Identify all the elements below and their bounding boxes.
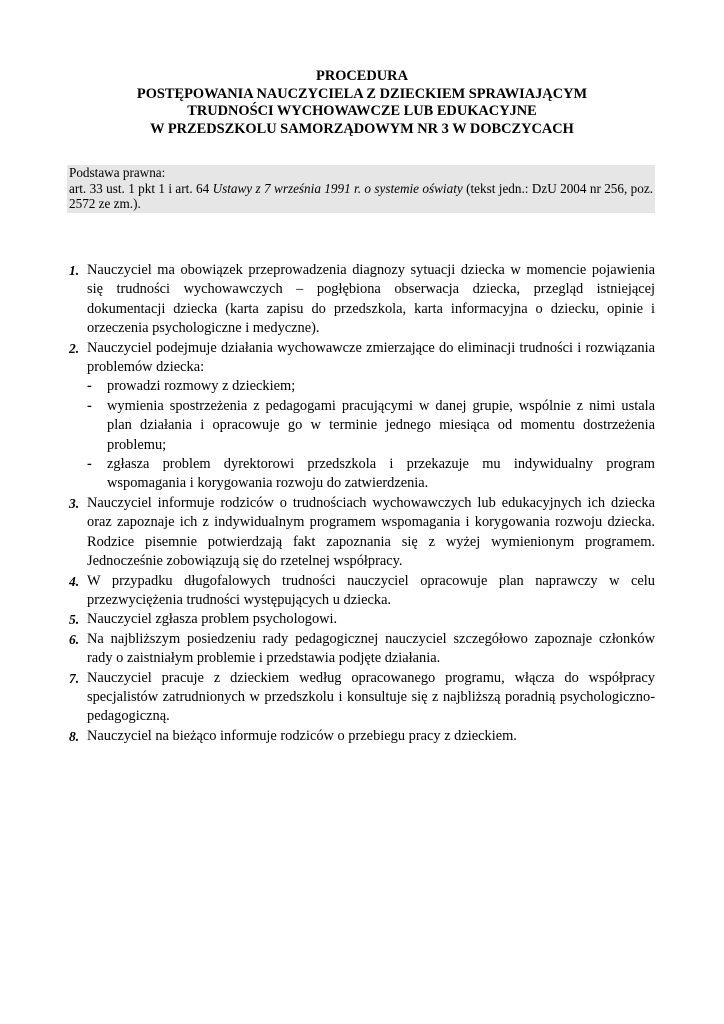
- title-line: POSTĘPOWANIA NAUCZYCIELA Z DZIECKIEM SPRAWIAJĄCYM: [136, 85, 588, 102]
- item-number: 2.: [69, 340, 80, 356]
- item-text: Nauczyciel pracuje z dzieckiem według opracowanego programu, włącza do współpracy specjalistów zatrudnionych w przedszkolu i konsultuje się z najbliższą poradnią psychologiczno-pedagogiczną.: [87, 669, 655, 725]
- sub-item: [87, 455, 655, 494]
- item-text: Nauczyciel na bieżąco informuje rodziców o przebiegu pracy z dzieckiem.: [87, 727, 517, 744]
- list-item: [67, 339, 655, 494]
- item-number: 6.: [69, 631, 80, 647]
- item-number: 3.: [69, 495, 80, 511]
- item-number: 5.: [69, 612, 80, 628]
- item-number: 7.: [69, 670, 80, 686]
- sub-item-text: zgłasza problem dyrektorowi przedszkola i przekazuje mu indywidualny program wspomagania i korygowania rozwoju do zatwierdzenia.: [107, 456, 655, 492]
- list-item: [67, 261, 655, 339]
- item-text: Nauczyciel podejmuje działania wychowawcze zmierzające do eliminacji trudności i rozwiązania problemów dziecka:: [87, 339, 655, 376]
- sub-item: [87, 397, 655, 455]
- sub-item-text: wymienia spostrzeżenia z pedagogami pracującymi w danej grupie, wspólnie z nimi ustala plan działania i opracowuje go w terminie jednego miesiąca od momentu dostrzeżenia problemu;: [107, 397, 655, 453]
- item-text: Na najbliższym posiedzeniu rady pedagogicznej nauczyciel szczegółowo zapoznaje członków rady o zaistniałym problemie i przedstawia podjęte działania.: [87, 630, 655, 667]
- legal-basis-text-before: art. 33 ust. 1 pkt 1 i art. 64: [69, 180, 213, 196]
- list-item: [67, 669, 655, 727]
- legal-basis-act-title: Ustawy z 7 września 1991 r. o systemie oświaty: [212, 180, 463, 196]
- dash-bullet: -: [87, 456, 92, 473]
- procedure-list: [67, 261, 655, 746]
- item-text: Nauczyciel ma obowiązek przeprowadzenia diagnozy sytuacji dziecka w momencie pojawienia się trudności wychowawczych – pogłębiona obserwacja dziecka, przegląd istniejącej dokumentacji dziecka (karta zapisu do przedszkola, karta informacyjna o dziecku, opinie i orzeczenia psychologiczne i medyczne).: [87, 262, 655, 337]
- item-number: 4.: [69, 573, 80, 589]
- list-item: [67, 494, 655, 572]
- dash-bullet: -: [87, 378, 92, 395]
- sub-item-text: prowadzi rozmowy z dzieckiem;: [107, 378, 296, 395]
- legal-basis-label: Podstawa prawna:: [69, 165, 166, 180]
- list-item: [67, 727, 655, 746]
- dash-bullet: -: [87, 397, 92, 414]
- legal-basis-box: [67, 165, 655, 213]
- title-line: W PRZEDSZKOLU SAMORZĄDOWYM NR 3 W DOBCZYCACH: [150, 120, 574, 137]
- legal-basis-text-after: (tekst jedn.: DzU 2004 nr 256, poz. 2572 ze zm.).: [69, 180, 654, 212]
- list-item: [67, 572, 655, 611]
- item-number: 1.: [69, 263, 80, 278]
- title-line: TRUDNOŚCI WYCHOWAWCZE LUB EDUKACYJNE: [187, 103, 537, 119]
- list-item: [67, 610, 655, 629]
- item-text: Nauczyciel zgłasza problem psychologowi.: [87, 611, 338, 628]
- legal-basis-text: [69, 181, 653, 212]
- document-title: [0, 68, 724, 138]
- item-number: 8.: [69, 728, 80, 744]
- list-item: [67, 630, 655, 669]
- item-text: W przypadku długofalowych trudności nauczyciel opracowuje plan naprawczy w celu przezwyciężenia trudności występujących u dziecka.: [87, 572, 655, 608]
- item-text: Nauczyciel informuje rodziców o trudnościach wychowawczych lub edukacyjnych ich dziecka oraz zapoznaje ich z indywidualnym programem wspomagania i korygowania rozwoju dziecka. Rodzice pisemnie potwierdzają fakt zapoznania się z wyżej wymienionym programem. Jednocześnie zobowiązują się do rzetelnej współpracy.: [87, 494, 655, 570]
- sub-item: [87, 377, 655, 396]
- title-line: PROCEDURA: [316, 68, 408, 84]
